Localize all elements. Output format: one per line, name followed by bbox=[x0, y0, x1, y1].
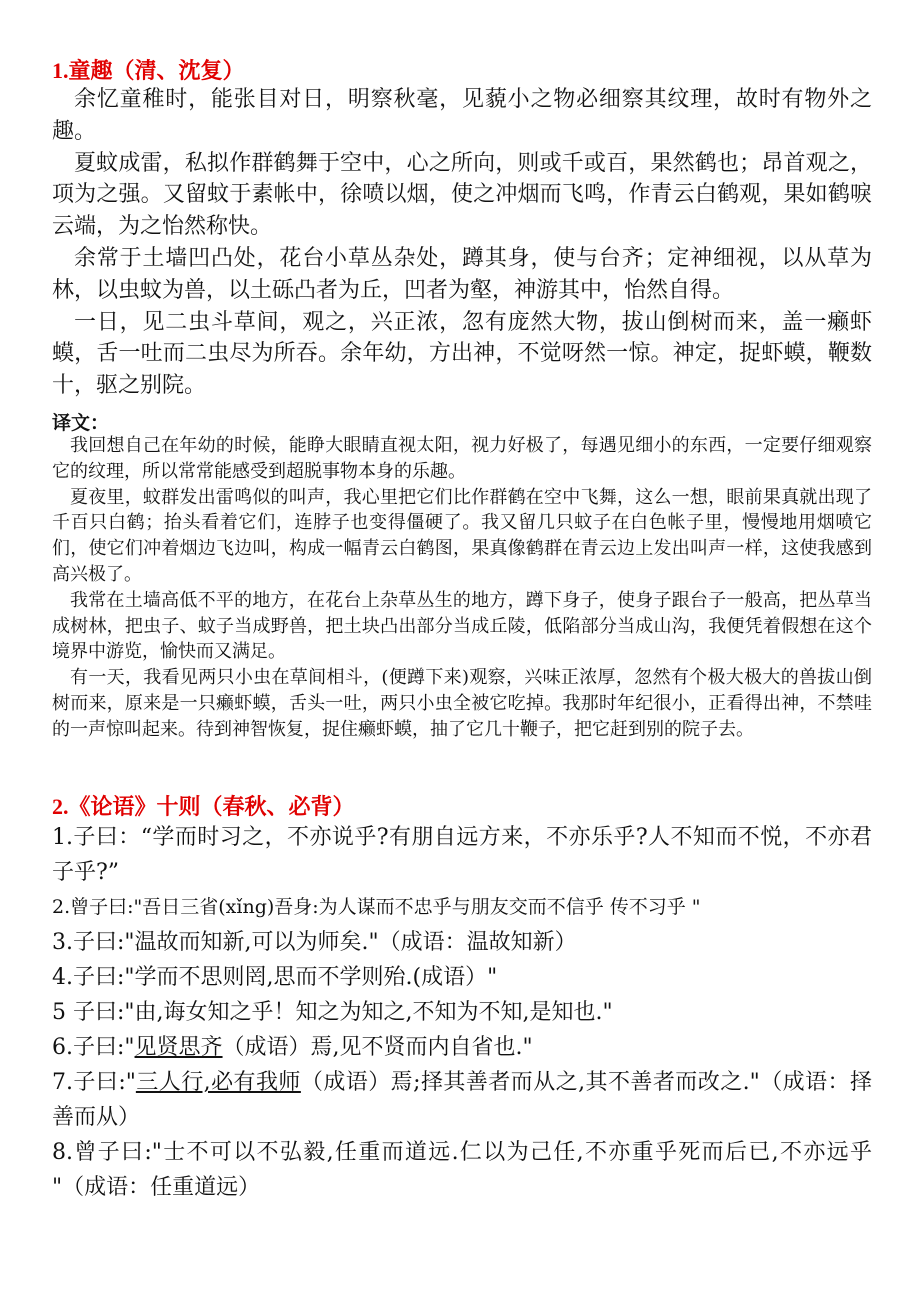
translation-paragraph: 有一天，我看见两只小虫在草间相斗，(便蹲下来)观察，兴味正浓厚，忽然有个极大极大的兽拔山倒树而来，原来是一只癞虾蟆，舌头一吐，两只小虫全被它吃掉。我那时年纪很小，正看得出神，不禁哇的一声惊叫起来。待到神智恢复，捉住癞虾蟆，抽了它几十鞭子，把它赶到别的院子去。 bbox=[52, 667, 872, 740]
lunyu-item-7 bbox=[52, 1065, 872, 1135]
translation-paragraph: 我回想自己在年幼的时候，能睁大眼睛直视太阳，视力好极了，每遇见细小的东西，一定要仔细观察它的纹理，所以常常能感受到超脱事物本身的乐趣。 bbox=[52, 435, 872, 482]
lunyu-item-8: 8.曾子曰:"士不可以不弘毅,任重而道远.仁以为己任,不亦重乎死而后已,不亦远乎 "（成语：任重道远） bbox=[52, 1140, 872, 1200]
lunyu-item-6 bbox=[52, 1030, 872, 1065]
translation-text bbox=[52, 433, 872, 743]
paragraph: 一日，见二虫斗草间，观之，兴正浓，忽有庞然大物，拔山倒树而来，盖一癞虾蟆，舌一吐而二虫尽为所吞。余年幼，方出神，不觉呀然一惊。神定，捉虾蟆，鞭数十，驱之别院。 bbox=[52, 309, 872, 399]
paragraph: 余常于土墙凹凸处，花台小草丛杂处，蹲其身，使与台齐；定神细视，以从草为林，以虫蚊为兽，以土砾凸者为丘，凹者为壑，神游其中，怡然自得。 bbox=[52, 245, 872, 303]
lunyu-item-5: 5 子曰:"由,诲女知之乎！知之为知之,不知为不知,是知也." bbox=[52, 1000, 613, 1025]
lunyu-item-1: 1.子曰：“学而时习之，不亦说乎?有朋自远方来，不亦乐乎?人不知而不悦，不亦君子乎?” bbox=[52, 825, 872, 885]
text-segment: 6.子曰:" bbox=[52, 1035, 135, 1060]
lunyu-item-3: 3.子曰:"温故而知新,可以为师矣."（成语：温故知新） bbox=[52, 930, 577, 955]
lunyu-item-4: 4.子曰:"学而不思则罔,思而不学则殆.(成语）" bbox=[52, 965, 498, 990]
paragraph: 余忆童稚时，能张目对日，明察秋毫，见藐小之物必细察其纹理，故时有物外之趣。 bbox=[52, 87, 872, 144]
translation-paragraph: 我常在土墙高低不平的地方，在花台上杂草丛生的地方，蹲下身子，使身子跟台子一般高，把丛草当成树林，把虫子、蚊子当成野兽，把土块凸出部分当成丘陵，低陷部分当成山沟，我便凭着假想在这个境界中游览，愉快而又满足。 bbox=[52, 589, 872, 663]
lunyu-list bbox=[52, 820, 872, 1205]
translation-paragraph: 夏夜里，蚊群发出雷鸣似的叫声，我心里把它们比作群鹤在空中飞舞，这么一想，眼前果真就出现了千百只白鹤；抬头看着它们，连脖子也变得僵硬了。我又留几只蚊子在白色帐子里，慢慢地用烟喷它们，使它们冲着烟边飞边叫，构成一幅青云白鹤图，果真像鹤群在青云边上发出叫声一样，这使我感到高兴极了。 bbox=[52, 486, 872, 585]
section-title-lunyu: 2.《论语》十则（春秋、必背） bbox=[52, 794, 355, 819]
section-title-tongqu: 1.童趣（清、沈复） bbox=[52, 58, 245, 83]
paragraph: 夏蚊成雷，私拟作群鹤舞于空中，心之所向，则或千或百，果然鹤也；昂首观之，项为之强。又留蚊于素帐中，徐喷以烟，使之冲烟而飞鸣，作青云白鹤观，果如鹤唳云端，为之怡然称快。 bbox=[52, 150, 872, 240]
translation-label: 译文： bbox=[52, 413, 110, 434]
underlined-idiom: 三人行,必有我师 bbox=[135, 1070, 301, 1095]
original-text bbox=[52, 84, 872, 402]
text-segment: （成语）焉,见不贤而内自省也." bbox=[222, 1035, 533, 1060]
text-segment: 7.子曰:" bbox=[52, 1070, 136, 1095]
underlined-idiom: 见贤思齐 bbox=[134, 1035, 223, 1060]
text-segment: （成语）焉;择其善者而从之,其不善者而改之."（成语：择善而从） bbox=[52, 1070, 872, 1130]
lunyu-item-2: 2.曾子曰:"吾日三省(xǐng)吾身:为人谋而不忠乎与朋友交而不信乎 传不习乎 " bbox=[52, 896, 701, 918]
